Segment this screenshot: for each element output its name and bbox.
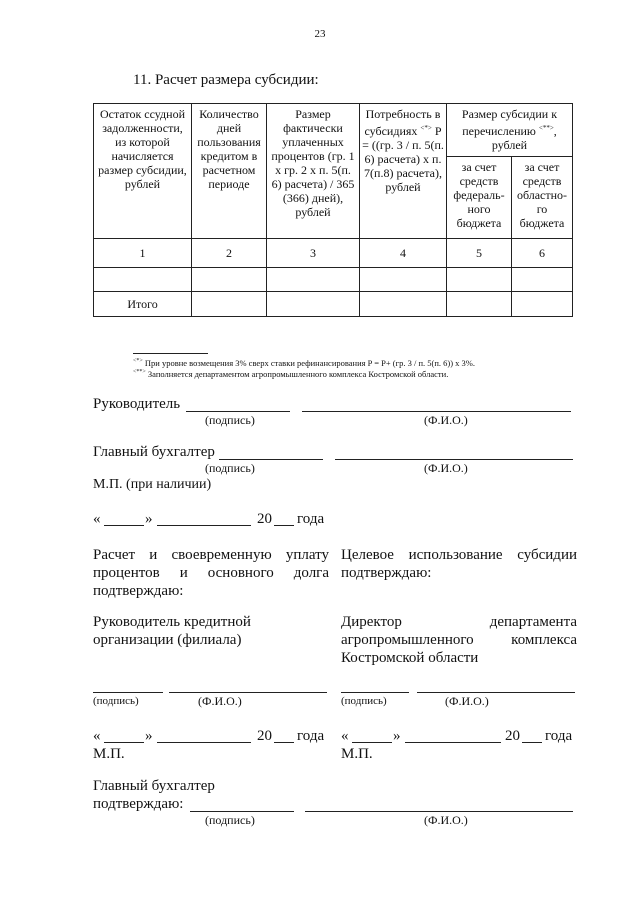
date-year-word: года [297, 511, 325, 527]
date-open-quote: « [93, 511, 101, 527]
director-title-line2: агропромышленного комплекса [341, 632, 577, 648]
header-cell-5: за счет средств федераль-ного бюджета [447, 157, 512, 239]
director-mp: М.П. [341, 746, 373, 762]
footnote-ref-2: <**> [538, 124, 554, 132]
bank-date-year-line [274, 742, 294, 743]
director-date-month-line [405, 742, 501, 743]
footnote-1-text: При уровне возмещения 3% сверх ставки рефинансирования P = P+ (гр. 3 / п. 5(п. 6)) х 3%. [144, 357, 475, 368]
date-year-line [274, 525, 294, 526]
director-date-year-prefix: 20 [505, 728, 520, 744]
director-title-line1: Директор департамента [341, 614, 577, 630]
bank-date-month-line [157, 742, 251, 743]
header-cell-5-6-text: Размер субсидии к перечислению [461, 107, 558, 138]
header-cell-5-6 [447, 104, 573, 157]
head-fio-line [302, 411, 571, 412]
date-close-quote: » [145, 511, 153, 527]
table-cell [192, 268, 267, 292]
header-cell-6: за счет средств областно-го бюджета [512, 157, 573, 239]
head-fio-caption: (Ф.И.О.) [424, 413, 468, 427]
table-cell [447, 292, 512, 317]
bank-fio-line [169, 692, 327, 693]
total-label: Итого [94, 292, 192, 317]
bottom-fio-line [305, 811, 573, 812]
bank-fio-caption: (Ф.И.О.) [198, 694, 242, 708]
section-title: 11. Расчет размера субсидии: [133, 72, 319, 88]
bank-mp: М.П. [93, 746, 125, 762]
chief-podpis-caption: (подпись) [205, 461, 255, 475]
footnote-ref-1: <*> [420, 124, 432, 132]
department-confirmation-text: Целевое использование субсидии подтверждаю: [341, 547, 577, 581]
header-cell-5-6-unit: , рублей [491, 124, 557, 152]
col-number-3: 3 [267, 239, 360, 268]
bottom-confirm-label: подтверждаю: [93, 796, 184, 812]
header-cell-4 [360, 104, 447, 239]
chief-signature-line [219, 459, 323, 460]
director-fio-caption: (Ф.И.О.) [445, 694, 489, 708]
director-date-close-quote: » [393, 728, 401, 744]
header-cell-4-formula: P = ((гр. 3 / п. 5(п. 6) расчета) х п. 7(п.8) расчета), рублей [362, 124, 444, 194]
header-cell-3: Размер фактически уплаченных процентов (гр. 1 х гр. 2 х п. 5(п. 6) расчета) / 365 (366) дней), рублей [267, 104, 360, 239]
table-cell [512, 292, 573, 317]
table-cell [512, 268, 573, 292]
director-fio-line [417, 692, 575, 693]
bottom-signature-line [190, 811, 294, 812]
director-date-day-line [352, 742, 392, 743]
director-signature-line [341, 692, 409, 693]
table-cell [267, 292, 360, 317]
date-day-line [104, 525, 144, 526]
col-number-4: 4 [360, 239, 447, 268]
director-podpis-caption: (подпись) [341, 695, 387, 707]
bank-podpis-caption: (подпись) [93, 695, 139, 707]
table-cell [94, 268, 192, 292]
bank-date-day-line [104, 742, 144, 743]
page-number: 23 [314, 28, 326, 40]
bank-date-open-quote: « [93, 728, 101, 744]
col-number-5: 5 [447, 239, 512, 268]
bank-head-title-line1: Руководитель кредитной [93, 614, 251, 630]
bottom-podpis-caption: (подпись) [205, 813, 255, 827]
footnote-1-mark: <*> [133, 358, 143, 364]
footnote-separator [133, 353, 208, 354]
director-date-year-line [522, 742, 542, 743]
date-month-line [157, 525, 251, 526]
head-label: Руководитель [93, 396, 181, 412]
footnote-2 [133, 367, 448, 380]
bottom-chief-accountant-label: Главный бухгалтер [93, 778, 215, 794]
table-cell [360, 268, 447, 292]
col-number-6: 6 [512, 239, 573, 268]
table-cell [192, 292, 267, 317]
col-number-1: 1 [94, 239, 192, 268]
table-cell [267, 268, 360, 292]
director-title-line3: Костромской области [341, 650, 479, 666]
bank-date-close-quote: » [145, 728, 153, 744]
footnote-2-text: Заполняется департаментом агропромышленного комплекса Костромской области. [147, 368, 449, 379]
subsidy-calculation-table [93, 103, 573, 317]
bottom-fio-caption: (Ф.И.О.) [424, 813, 468, 827]
head-signature-line [186, 411, 290, 412]
table-cell [447, 268, 512, 292]
date-year-prefix: 20 [257, 511, 272, 527]
bank-head-title-line2: организации (филиала) [93, 632, 242, 648]
bank-date-year-word: года [297, 728, 325, 744]
footnote-2-mark: <**> [133, 369, 146, 375]
director-date-open-quote: « [341, 728, 349, 744]
director-date-year-word: года [545, 728, 573, 744]
header-cell-1: Остаток ссудной задолженности, из которой начисляется размер субсидии, рублей [94, 104, 192, 239]
col-number-2: 2 [192, 239, 267, 268]
chief-fio-line [335, 459, 573, 460]
head-podpis-caption: (подпись) [205, 413, 255, 427]
bank-confirmation-text: Расчет и своевременную уплату процентов и основного долга подтверждаю: [93, 547, 329, 599]
mp-if-any: М.П. (при наличии) [93, 477, 212, 492]
bank-date-year-prefix: 20 [257, 728, 272, 744]
header-cell-4-text: Потребность в субсидиях [364, 107, 441, 138]
bank-signature-line [93, 692, 163, 693]
table-cell [360, 292, 447, 317]
header-cell-2: Количество дней пользования кредитом в расчетном периоде [192, 104, 267, 239]
chief-fio-caption: (Ф.И.О.) [424, 461, 468, 475]
chief-accountant-label: Главный бухгалтер [93, 444, 215, 460]
